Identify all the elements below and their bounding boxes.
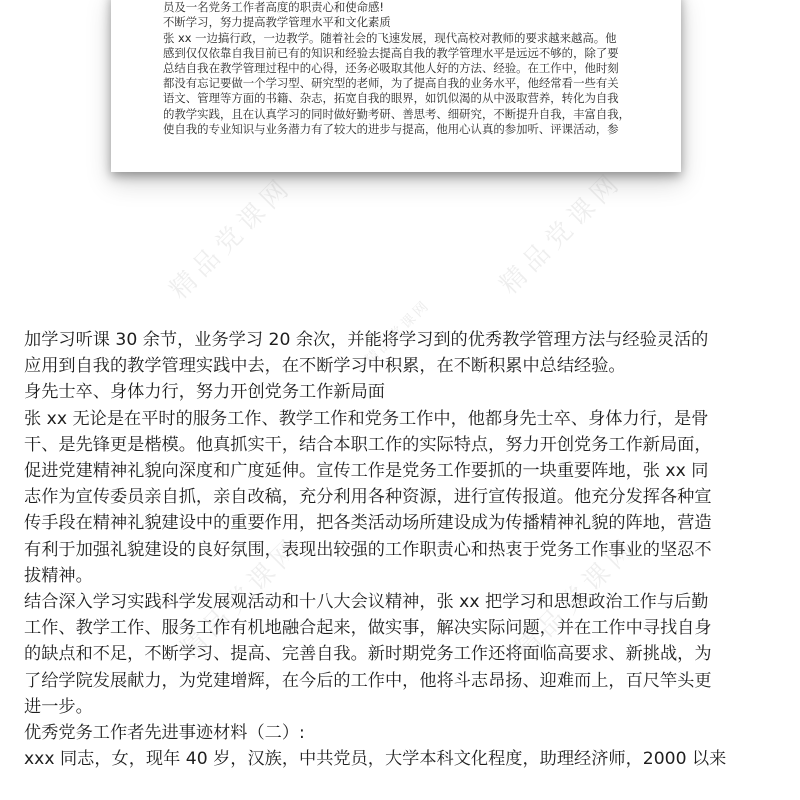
excerpt-line: 总结自我在教学管理过程中的心得，还务必吸取其他人好的方法、经验。在工作中，他时刻 (163, 61, 619, 76)
body-line: 工作、教学工作、服务工作有机地融合起来，做实事，解决实际问题，并在工作中寻找自身 (24, 618, 712, 639)
section-heading: 优秀党务工作者先进事迹材料（二）: (24, 723, 305, 744)
section-heading: 身先士卒、身体力行，努力开创党务工作新局面 (24, 382, 385, 403)
excerpt-line: 感到仅仅依靠自我目前已有的知识和经验去提高自我的教学管理水平是远远不够的，除了要 (163, 45, 619, 60)
watermark: 精品党课网 (494, 166, 629, 301)
body-line: 干、是先锋更是楷模。他真抓实干，结合本职工作的实际特点，努力开创党务工作新局面， (24, 434, 712, 455)
body-line: xxx 同志，女，现年 40 岁，汉族，中共党员，大学本科文化程度，助理经济师，2000 以来 (24, 749, 727, 770)
body-line: 结合深入学习实践科学发展观活动和十八大会议精神，张 xx 把学习和思想政治工作与后勤 (24, 592, 709, 613)
body-line: 拔精神。 (24, 565, 93, 586)
excerpt-text (163, 0, 663, 144)
body-line: 促进党建精神礼貌向深度和广度延伸。宣传工作是党务工作要抓的一块重要阵地，张 xx 同 (24, 461, 709, 482)
body-line: 志作为宣传委员亲自抓，亲自改稿，充分利用各种资源，进行宣传报道。他充分发挥各种宣 (24, 487, 712, 508)
watermark: 精品党课网 (164, 171, 299, 306)
body-line: 应用到自我的教学管理实践中去，在不断学习中积累，在不断积累中总结经验。 (24, 356, 626, 377)
document-excerpt-card (111, 0, 681, 172)
excerpt-line: 使自我的专业知识与业务潜力有了较大的进步与提高，他用心认真的参加听、评课活动，参 (163, 121, 619, 136)
watermark: 精品党课网 (362, 297, 434, 369)
excerpt-line: 张 xx 一边搞行政，一边教学。随着社会的飞速发展，现代高校对教师的要求越来越高。他 (163, 30, 617, 45)
body-line: 的缺点和不足，不断学习、提高、完善自我。新时期党务工作还将面临高要求、新挑战，为 (24, 644, 712, 665)
body-line: 进一步。 (24, 696, 93, 717)
watermark: 精品党课网 (509, 531, 644, 666)
body-line: 传手段在精神礼貌建设中的重要作用，把各类活动场所建设成为传播精神礼貌的阵地，营造 (24, 513, 712, 534)
excerpt-line: 不断学习，努力提高教学管理水平和文化素质 (163, 15, 391, 30)
body-line: 张 xx 无论是在平时的服务工作、教学工作和党务工作中，他都身先士卒、身体力行，是骨 (24, 408, 709, 429)
body-line: 了给学院发展献力，为党建增辉，在今后的工作中，他将斗志昂扬、迎难而上，百尺竿头更 (24, 670, 712, 691)
excerpt-line: 的教学实践，且在认真学习的同时做好勤考研、善思考、细研究，不断提升自我，丰富自我， (163, 106, 631, 121)
document-body (24, 327, 776, 772)
body-line: 加学习听课 30 余节，业务学习 20 余次，并能将学习到的优秀教学管理方法与经验灵活的 (24, 330, 709, 350)
body-line: 有利于加强礼貌建设的良好氛围，表现出较强的工作职责心和热衷于党务工作事业的坚忍不 (24, 539, 712, 560)
watermark: 精品党课网 (174, 531, 309, 666)
excerpt-line: 语文、管理等方面的书籍、杂志，拓宽自我的眼界，如饥似渴的从中汲取营养，转化为自我 (163, 91, 619, 106)
excerpt-line: 员及一名党务工作者高度的职责心和使命感! (163, 0, 384, 15)
excerpt-line: 都没有忘记要做一个学习型、研究型的老师，为了提高自我的业务水平，他经常看一些有关 (163, 76, 619, 91)
